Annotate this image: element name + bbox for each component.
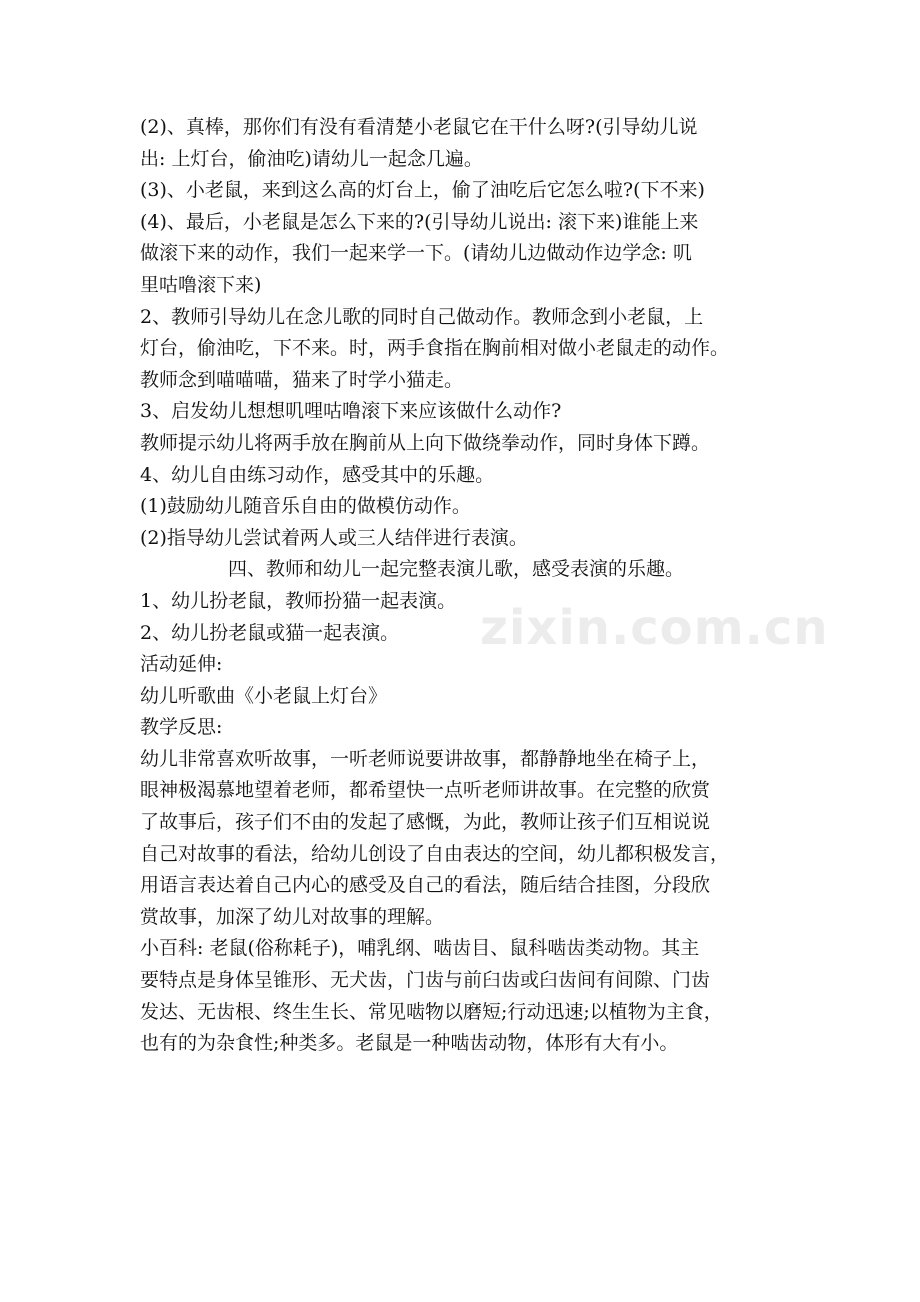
text-line: 也有的为杂食性;种类多。老鼠是一种啮齿动物，体形有大有小。 [140, 1032, 679, 1055]
text-line: 眼神极渴慕地望着老师，都希望快一点听老师讲故事。在完整的欣赏 [140, 779, 711, 802]
text-line: (2)、真棒，那你们有没有看清楚小老鼠它在干什么呀?(引导幼儿说 [140, 116, 698, 138]
text-line: (3)、小老鼠，来到这么高的灯台上，偷了油吃后它怎么啦?(下不来) [140, 179, 705, 202]
text-line: 幼儿听歌曲《小老鼠上灯台》 [140, 684, 388, 707]
text-line: 要特点是身体呈锥形、无犬齿，门齿与前臼齿或臼齿间有间隙、门齿 [140, 969, 711, 992]
text-line: 活动延伸: [140, 653, 223, 676]
watermark: zixin.com.cn [480, 600, 829, 656]
text-line: (1)鼓励幼儿随音乐自由的做模仿动作。 [140, 495, 471, 518]
text-line: 教学反思: [140, 716, 223, 739]
text-line: 用语言表达着自己内心的感受及自己的看法，随后结合挂图，分段欣 [140, 874, 711, 897]
text-line: (4)、最后，小老鼠是怎么下来的?(引导幼儿说出: 滚下来)谁能上来 [140, 210, 699, 233]
text-line: 教师提示幼儿将两手放在胸前从上向下做绕拳动作，同时身体下蹲。 [140, 431, 711, 454]
text-line: 赏故事，加深了幼儿对故事的理解。 [140, 905, 445, 928]
text-line: 灯台，偷油吃，下不来。时，两手食指在胸前相对做小老鼠走的动作。 [140, 337, 730, 360]
text-line: 出: 上灯台，偷油吃)请幼儿一起念几遍。 [140, 147, 483, 170]
text-line: 3、启发幼儿想想叽哩咕噜滚下来应该做什么动作? [140, 400, 562, 423]
text-line: 了故事后，孩子们不由的发起了感慨，为此，教师让孩子们互相说说 [140, 811, 711, 834]
text-line: 4、幼儿自由练习动作，感受其中的乐趣。 [140, 463, 495, 486]
text-line: 自己对故事的看法，给幼儿创设了自由表达的空间，幼儿都积极发言， [140, 842, 730, 865]
document-body [140, 112, 800, 1060]
text-line: 幼儿非常喜欢听故事，一听老师说要讲故事，都静静地坐在椅子上， [140, 747, 711, 770]
text-line: (2)指导幼儿尝试着两人或三人结伴进行表演。 [140, 526, 528, 549]
text-line: 教师念到喵喵喵，猫来了时学小猫走。 [140, 368, 464, 391]
text-line: 1、幼儿扮老鼠，教师扮猫一起表演。 [140, 589, 457, 612]
section-heading: 四、教师和幼儿一起完整表演儿歌，感受表演的乐趣。 [228, 558, 685, 581]
text-line: 小百科: 老鼠(俗称耗子)，哺乳纲、啮齿目、鼠科啮齿类动物。其主 [140, 937, 700, 960]
text-line: 2、幼儿扮老鼠或猫一起表演。 [140, 621, 400, 644]
text-line: 里咕噜滚下来) [140, 273, 262, 296]
text-line: 做滚下来的动作，我们一起来学一下。(请幼儿边做动作边学念: 叽 [140, 242, 692, 265]
text-line: 发达、无齿根、终生生长、常见啮物以磨短;行动迅速;以植物为主食， [140, 1000, 723, 1023]
text-line: 2、教师引导幼儿在念儿歌的同时自己做动作。教师念到小老鼠，上 [140, 305, 704, 328]
